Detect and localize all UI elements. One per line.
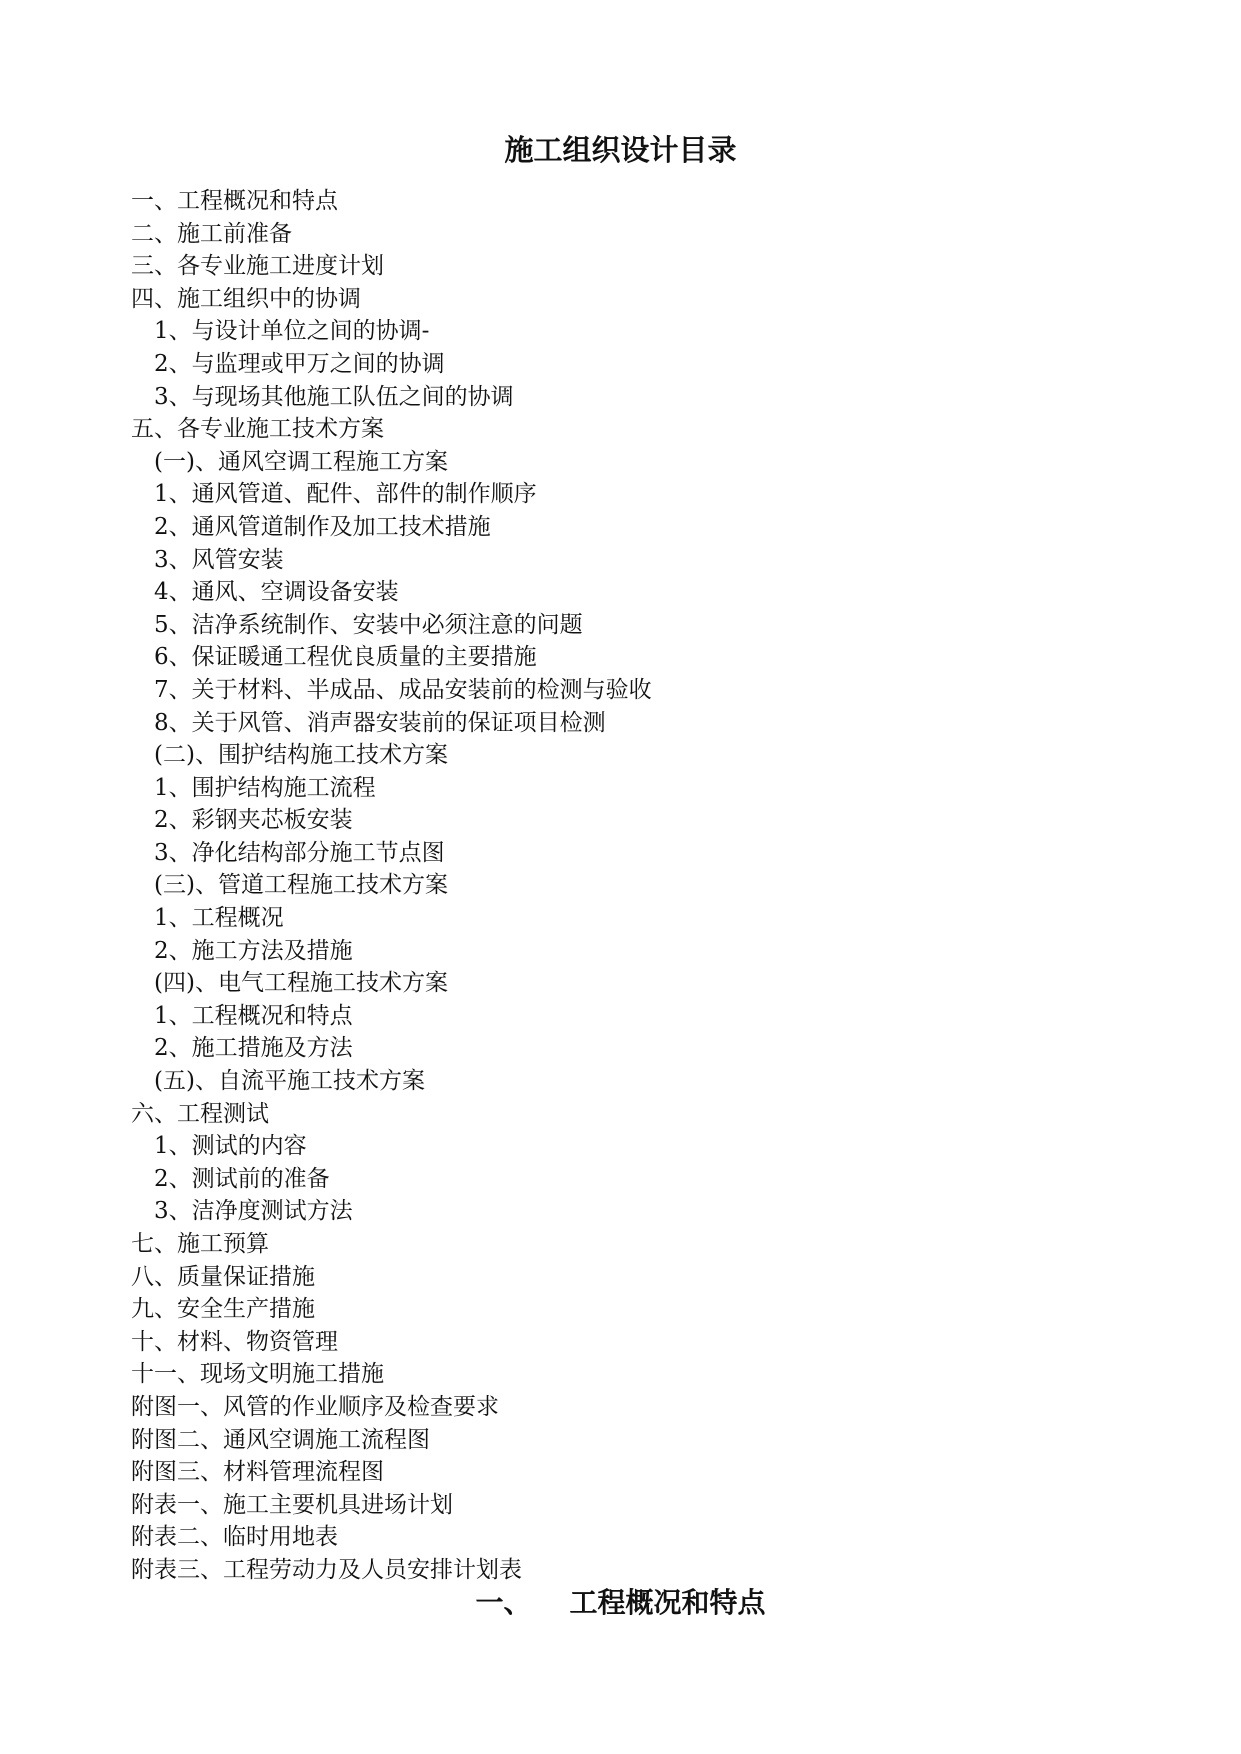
toc-entry: 附表二、临时用地表 <box>131 1524 338 1551</box>
toc-entry: (一)、通风空调工程施工方案 <box>154 448 448 475</box>
document-title: 施工组织设计目录 <box>504 133 737 167</box>
toc-entry: 2、与监理或甲万之间的协调 <box>154 350 445 377</box>
toc-entry: 十一、现场文明施工措施 <box>131 1361 384 1388</box>
section-heading <box>0 1583 1241 1623</box>
toc-entry: 2、测试前的准备 <box>154 1165 330 1192</box>
toc-entry: 4、通风、空调设备安装 <box>154 579 399 606</box>
toc-entry: (三)、管道工程施工技术方案 <box>154 872 448 899</box>
toc-entry: 1、与设计单位之间的协调- <box>154 318 430 345</box>
toc-entry: 附图一、风管的作业顺序及检查要求 <box>131 1393 499 1420</box>
toc-entry: 2、施工措施及方法 <box>154 1035 353 1062</box>
section-number: 一、 <box>475 1586 532 1619</box>
toc-entry: 十、材料、物资管理 <box>131 1328 338 1355</box>
toc-entry: 二、施工前准备 <box>131 220 292 247</box>
toc-entry: 3、风管安装 <box>154 546 284 573</box>
toc-entry: 1、测试的内容 <box>154 1133 307 1160</box>
toc-entry: 3、与现场其他施工队伍之间的协调 <box>154 383 514 410</box>
toc-entry: 九、安全生产措施 <box>131 1296 315 1323</box>
toc-entry: 附表一、施工主要机具进场计划 <box>131 1491 453 1518</box>
toc-entry: 附表三、工程劳动力及人员安排计划表 <box>131 1556 522 1583</box>
toc-entry: 6、保证暖通工程优良质量的主要措施 <box>154 644 537 671</box>
toc-entry: 7、关于材料、半成品、成品安装前的检测与验收 <box>154 676 652 703</box>
toc-entry: (四)、电气工程施工技术方案 <box>154 970 448 997</box>
toc-entry: 八、质量保证措施 <box>131 1263 315 1290</box>
toc-entry: 附图三、材料管理流程图 <box>131 1459 384 1486</box>
toc-entry: 1、工程概况和特点 <box>154 1002 353 1029</box>
toc-entry: 附图二、通风空调施工流程图 <box>131 1426 430 1453</box>
toc-entry: 四、施工组织中的协调 <box>131 285 361 312</box>
toc-entry: (五)、自流平施工技术方案 <box>154 1068 425 1095</box>
toc-entry: 5、洁净系统制作、安装中必须注意的问题 <box>154 611 583 638</box>
toc-entry: 3、净化结构部分施工节点图 <box>154 839 445 866</box>
toc-entry: 3、洁净度测试方法 <box>154 1198 353 1225</box>
toc-entry: 2、施工方法及措施 <box>154 937 353 964</box>
toc-entry: 2、彩钢夹芯板安装 <box>154 807 353 834</box>
toc-entry: 1、通风管道、配件、部件的制作顺序 <box>154 481 537 508</box>
toc-entry: 七、施工预算 <box>131 1231 269 1257</box>
toc-entry: 三、各专业施工进度计划 <box>131 253 384 280</box>
toc-entry: 2、通风管道制作及加工技术措施 <box>154 513 491 540</box>
toc-entry: 8、关于风管、消声器安装前的保证项目检测 <box>154 709 606 736</box>
table-of-contents <box>131 185 1131 1587</box>
toc-entry: (二)、围护结构施工技术方案 <box>154 742 448 769</box>
toc-entry: 1、工程概况 <box>154 905 284 932</box>
toc-entry: 1、围护结构施工流程 <box>154 774 376 801</box>
section-title: 工程概况和特点 <box>569 1586 766 1619</box>
toc-entry: 六、工程测试 <box>131 1100 269 1127</box>
toc-entry: 一、工程概况和特点 <box>131 188 338 214</box>
toc-entry: 五、各专业施工技术方案 <box>131 416 384 443</box>
